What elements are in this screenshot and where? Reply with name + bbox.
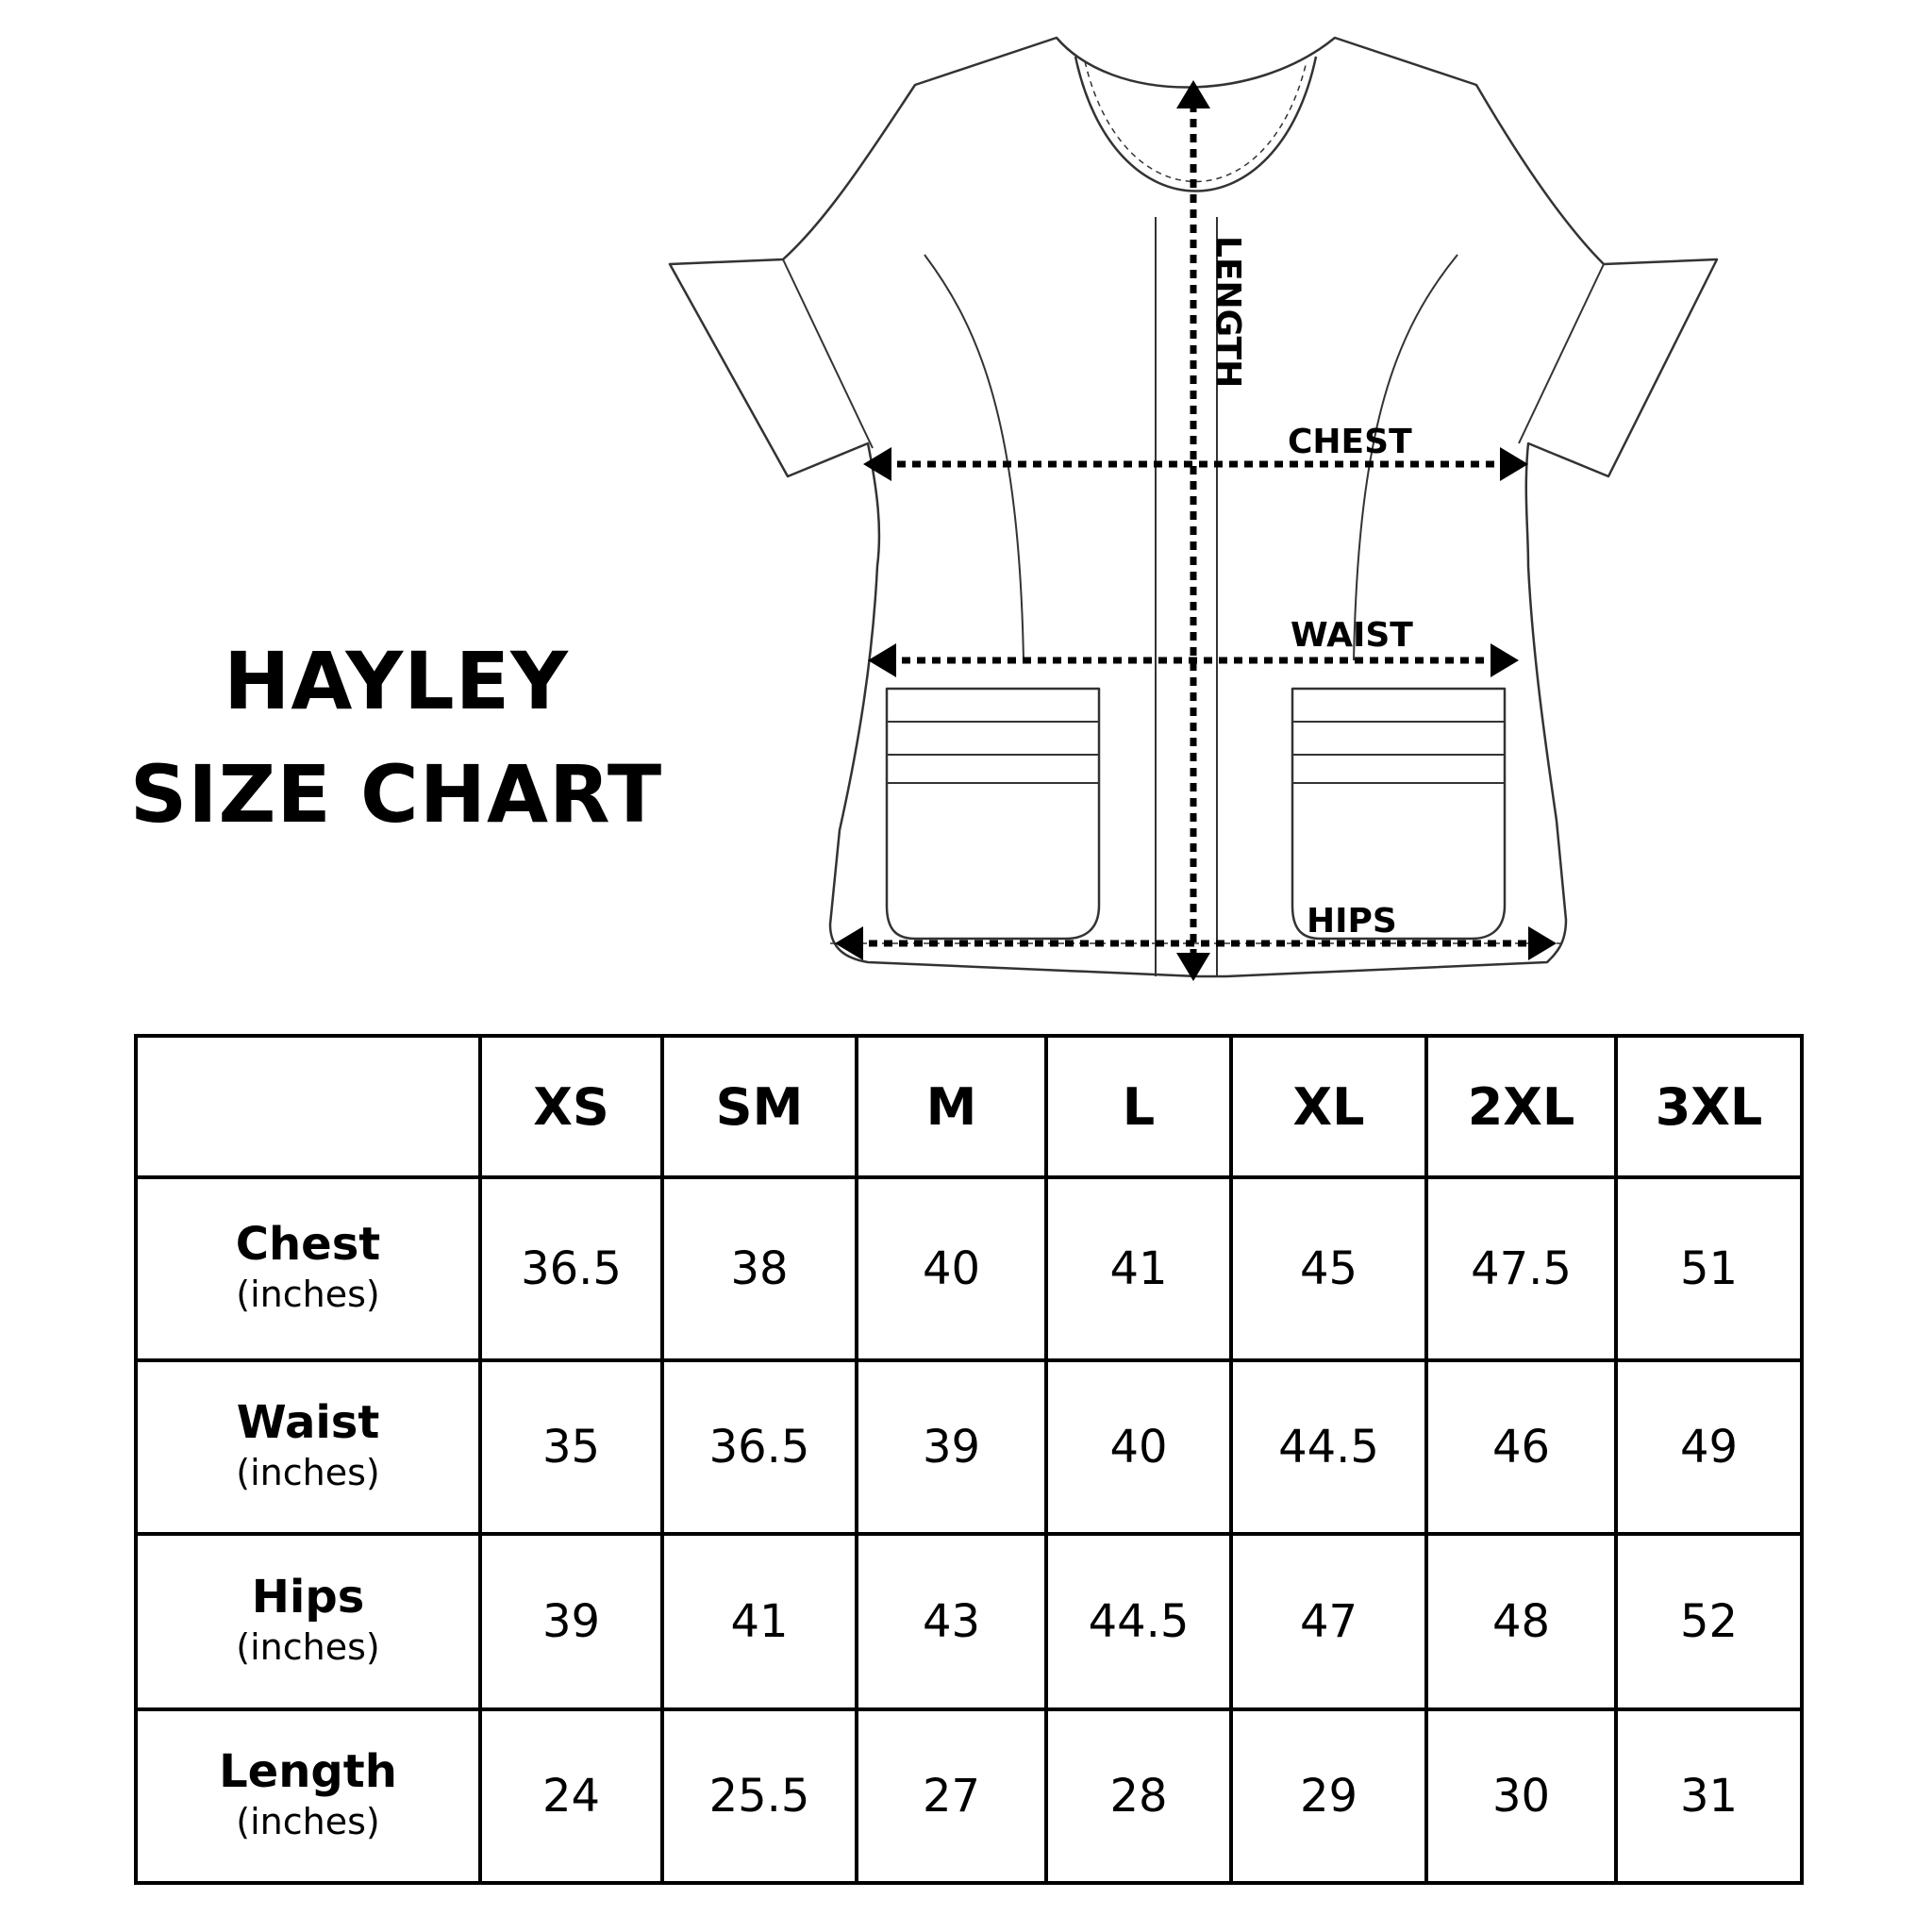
size-header-m: M [857, 1036, 1046, 1177]
table-cell: 44.5 [1046, 1534, 1231, 1709]
table-row-length [136, 1709, 1802, 1883]
row-header-length [136, 1709, 480, 1883]
chart-title-line2: SIZE CHART [129, 748, 663, 841]
table-cell: 49 [1616, 1360, 1802, 1534]
row-unit: (inches) [236, 1625, 380, 1668]
hips-label: HIPS [1307, 902, 1397, 941]
size-header-2xl: 2XL [1426, 1036, 1616, 1177]
table-cell: 46 [1426, 1360, 1616, 1534]
table-cell: 52 [1616, 1534, 1802, 1709]
row-name: Chest [235, 1217, 381, 1271]
chest-arrow-left [863, 447, 891, 481]
size-header-3xl: 3XL [1616, 1036, 1802, 1177]
row-header-waist [136, 1360, 480, 1534]
size-header-xs: XS [480, 1036, 662, 1177]
table-cell: 24 [480, 1709, 662, 1883]
table-cell: 41 [1046, 1177, 1231, 1360]
chest-label: CHEST [1288, 423, 1412, 461]
chest-arrow-right [1500, 447, 1528, 481]
table-cell: 45 [1231, 1177, 1426, 1360]
table-cell: 28 [1046, 1709, 1231, 1883]
table-cell: 27 [857, 1709, 1046, 1883]
row-header-hips [136, 1534, 480, 1709]
left-pocket [887, 689, 1099, 939]
table-cell: 47 [1231, 1534, 1426, 1709]
table-cell: 44.5 [1231, 1360, 1426, 1534]
header-blank-cell [136, 1036, 480, 1177]
waist-arrow-right [1491, 643, 1519, 677]
table-cell: 36.5 [662, 1360, 857, 1534]
length-arrow-up [1176, 80, 1210, 108]
length-label: LENGTH [1208, 236, 1247, 389]
table-cell: 40 [1046, 1360, 1231, 1534]
table-row-waist [136, 1360, 1802, 1534]
size-header-l: L [1046, 1036, 1231, 1177]
table-cell: 35 [480, 1360, 662, 1534]
row-header-chest [136, 1177, 480, 1360]
table-row-hips [136, 1534, 1802, 1709]
row-name: Length [219, 1744, 397, 1798]
table-cell: 36.5 [480, 1177, 662, 1360]
row-name: Hips [251, 1570, 365, 1624]
table-cell: 29 [1231, 1709, 1426, 1883]
table-cell: 38 [662, 1177, 857, 1360]
table-row-chest [136, 1177, 1802, 1360]
table-cell: 48 [1426, 1534, 1616, 1709]
size-header-sm: SM [662, 1036, 857, 1177]
size-table [134, 1034, 1804, 1885]
table-cell: 40 [857, 1177, 1046, 1360]
table-cell: 39 [480, 1534, 662, 1709]
size-header-row [136, 1036, 1802, 1177]
table-cell: 51 [1616, 1177, 1802, 1360]
table-cell: 41 [662, 1534, 857, 1709]
size-header-xl: XL [1231, 1036, 1426, 1177]
table-cell: 39 [857, 1360, 1046, 1534]
table-cell: 43 [857, 1534, 1046, 1709]
row-name: Waist [236, 1395, 380, 1449]
row-unit: (inches) [236, 1273, 380, 1315]
waist-arrow-left [868, 643, 896, 677]
row-unit: (inches) [236, 1451, 380, 1493]
table-cell: 30 [1426, 1709, 1616, 1883]
table-cell: 25.5 [662, 1709, 857, 1883]
table-cell: 47.5 [1426, 1177, 1616, 1360]
row-unit: (inches) [236, 1800, 380, 1842]
chart-title-line1: HAYLEY [224, 635, 569, 727]
table-cell: 31 [1616, 1709, 1802, 1883]
waist-label: WAIST [1291, 616, 1413, 655]
